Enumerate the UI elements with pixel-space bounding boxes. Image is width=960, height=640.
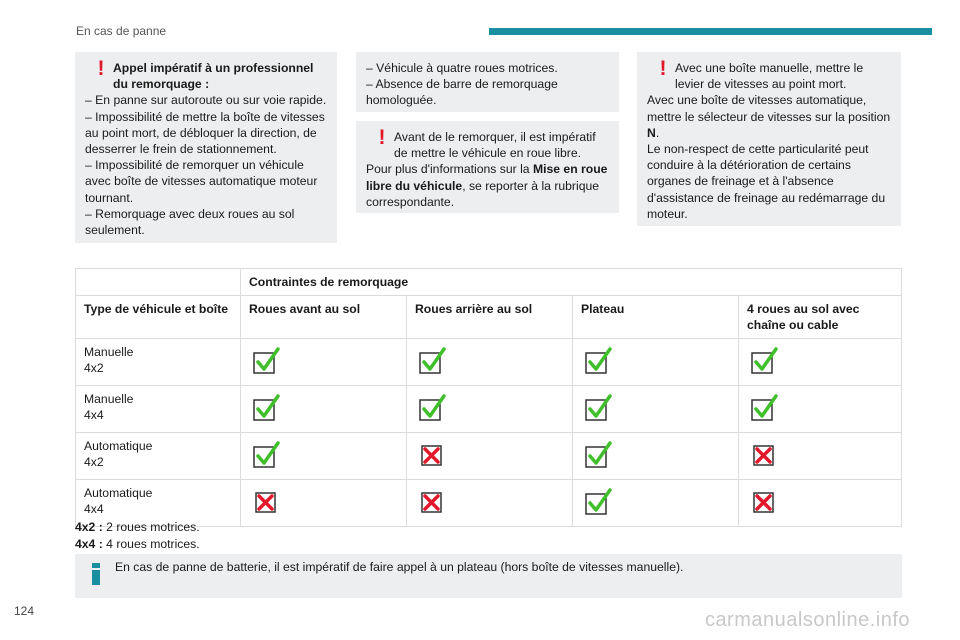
info-icon bbox=[89, 563, 103, 585]
column-header: Roues avant au sol bbox=[241, 296, 407, 339]
constraint-cell bbox=[739, 480, 902, 527]
constraint-cell bbox=[739, 339, 902, 386]
legend-desc: 4 roues motrices. bbox=[102, 536, 200, 551]
constraint-cell bbox=[407, 339, 573, 386]
constraint-cell bbox=[241, 480, 407, 527]
constraint-cell bbox=[241, 433, 407, 480]
list-item: – Impossibilité de remorquer un véhicule avec boîte de vitesses automatique moteur tournant. bbox=[85, 158, 318, 205]
exclamation-icon: ! bbox=[378, 126, 386, 149]
warning-line bbox=[647, 57, 891, 92]
check-icon bbox=[585, 347, 613, 375]
check-icon bbox=[751, 347, 779, 375]
reference-text-bold: Mise en roue libre du véhicule bbox=[366, 162, 608, 193]
list-item: – Véhicule à quatre roues motrices. bbox=[366, 61, 558, 75]
drive-type: 4x2 bbox=[84, 361, 104, 375]
cross-icon bbox=[253, 488, 281, 516]
reference-text-pre: Pour plus d'informations sur la bbox=[366, 162, 533, 177]
constraint-cell bbox=[241, 339, 407, 386]
gearbox-type: Automatique bbox=[84, 486, 153, 500]
table-caption: Contraintes de remorquage bbox=[241, 269, 902, 296]
constraint-cell bbox=[573, 480, 739, 527]
gearbox-type: Automatique bbox=[84, 439, 153, 453]
constraint-cell bbox=[573, 339, 739, 386]
column-header: Type de véhicule et boîte bbox=[76, 296, 241, 339]
vehicle-type-cell bbox=[76, 433, 241, 480]
cross-icon bbox=[751, 488, 779, 516]
check-icon bbox=[585, 394, 613, 422]
legend bbox=[75, 519, 200, 552]
exclamation-icon: ! bbox=[97, 57, 105, 80]
warning-box-freewheel bbox=[356, 121, 619, 213]
check-icon bbox=[253, 347, 281, 375]
warning-text: Avec une boîte manuelle, mettre le levier de vitesses au point mort. bbox=[675, 61, 864, 92]
constraint-cell bbox=[573, 386, 739, 433]
watermark: carmanualsonline.info bbox=[704, 609, 910, 631]
constraint-cell bbox=[407, 480, 573, 527]
constraint-cell bbox=[573, 433, 739, 480]
table-row bbox=[76, 339, 902, 386]
check-icon bbox=[253, 394, 281, 422]
reference-text-post: , se reporter à la rubrique correspondante. bbox=[366, 178, 600, 209]
warning-box-gearbox bbox=[637, 52, 901, 226]
conditions-box bbox=[356, 52, 619, 112]
check-icon bbox=[419, 347, 447, 375]
automatic-gearbox-text-post: . bbox=[655, 125, 660, 140]
page-number: 124 bbox=[14, 604, 35, 618]
column-header: Roues arrière au sol bbox=[407, 296, 573, 339]
exclamation-icon: ! bbox=[659, 57, 667, 80]
list-item: – Remorquage avec deux roues au sol seulement. bbox=[85, 206, 295, 238]
check-icon bbox=[751, 394, 779, 422]
towing-constraints-table bbox=[75, 268, 902, 527]
vehicle-type-cell bbox=[76, 386, 241, 433]
constraint-cell bbox=[407, 386, 573, 433]
legend-desc: 2 roues motrices. bbox=[102, 520, 200, 534]
constraint-cell bbox=[739, 386, 902, 433]
legend-item bbox=[75, 519, 200, 536]
consequence-text: Le non-respect de cette particularité peut conduire à la détérioration de certains organes de freinage et à l'absence d'assistance de freinage au redémarrage du moteur. bbox=[647, 142, 886, 221]
constraint-cell bbox=[407, 433, 573, 480]
table-row bbox=[76, 386, 902, 433]
table-row bbox=[76, 433, 902, 480]
cross-icon bbox=[419, 441, 447, 469]
check-icon bbox=[585, 441, 613, 469]
info-text: En cas de panne de batterie, il est impératif de faire appel à un plateau (hors boîte de vitesses manuelle). bbox=[115, 560, 684, 574]
check-icon bbox=[253, 441, 281, 469]
legend-item bbox=[75, 536, 200, 553]
constraint-cell bbox=[241, 386, 407, 433]
list-item: – Impossibilité de mettre la boîte de vitesses au point mort, de débloquer la direction, de desserrer le frein de stationnement. bbox=[85, 109, 325, 157]
warning-title: Appel impératif à un professionnel du remorquage : bbox=[113, 61, 314, 92]
check-icon bbox=[585, 488, 613, 516]
drive-type: 4x4 bbox=[84, 408, 104, 422]
column-header: 4 roues au sol avec chaîne ou cable bbox=[739, 296, 902, 339]
gearbox-type: Manuelle bbox=[84, 392, 134, 406]
table-header-row bbox=[76, 296, 902, 339]
drive-type: 4x4 bbox=[84, 502, 104, 516]
position-n: N bbox=[647, 125, 656, 140]
column-header: Plateau bbox=[573, 296, 739, 339]
warning-line bbox=[366, 126, 609, 161]
warning-box-professional-towing bbox=[75, 52, 337, 243]
legend-term: 4x2 : bbox=[75, 520, 103, 534]
cross-icon bbox=[419, 488, 447, 516]
automatic-gearbox-text-pre: Avec une boîte de vitesses automatique, mettre le sélecteur de vitesses sur la position bbox=[647, 93, 891, 124]
section-title: En cas de panne bbox=[76, 24, 167, 38]
cross-icon bbox=[751, 441, 779, 469]
legend-term: 4x4 : bbox=[75, 536, 103, 551]
table-corner-cell bbox=[76, 269, 241, 296]
info-box-battery bbox=[75, 554, 902, 598]
list-item: – Absence de barre de remorquage homologuée. bbox=[366, 77, 558, 108]
drive-type: 4x2 bbox=[84, 455, 104, 469]
gearbox-type: Manuelle bbox=[84, 345, 134, 359]
header-accent-bar bbox=[489, 28, 932, 35]
constraint-cell bbox=[739, 433, 902, 480]
check-icon bbox=[419, 394, 447, 422]
automatic-gearbox-text bbox=[647, 92, 891, 141]
warning-text: Avant de le remorquer, il est impératif de mettre le véhicule en roue libre. bbox=[394, 130, 596, 161]
vehicle-type-cell bbox=[76, 339, 241, 386]
table-caption-row bbox=[76, 269, 902, 296]
warning-title-line bbox=[85, 57, 327, 92]
reference-text bbox=[366, 161, 609, 210]
list-item: – En panne sur autoroute ou sur voie rapide. bbox=[85, 93, 327, 108]
